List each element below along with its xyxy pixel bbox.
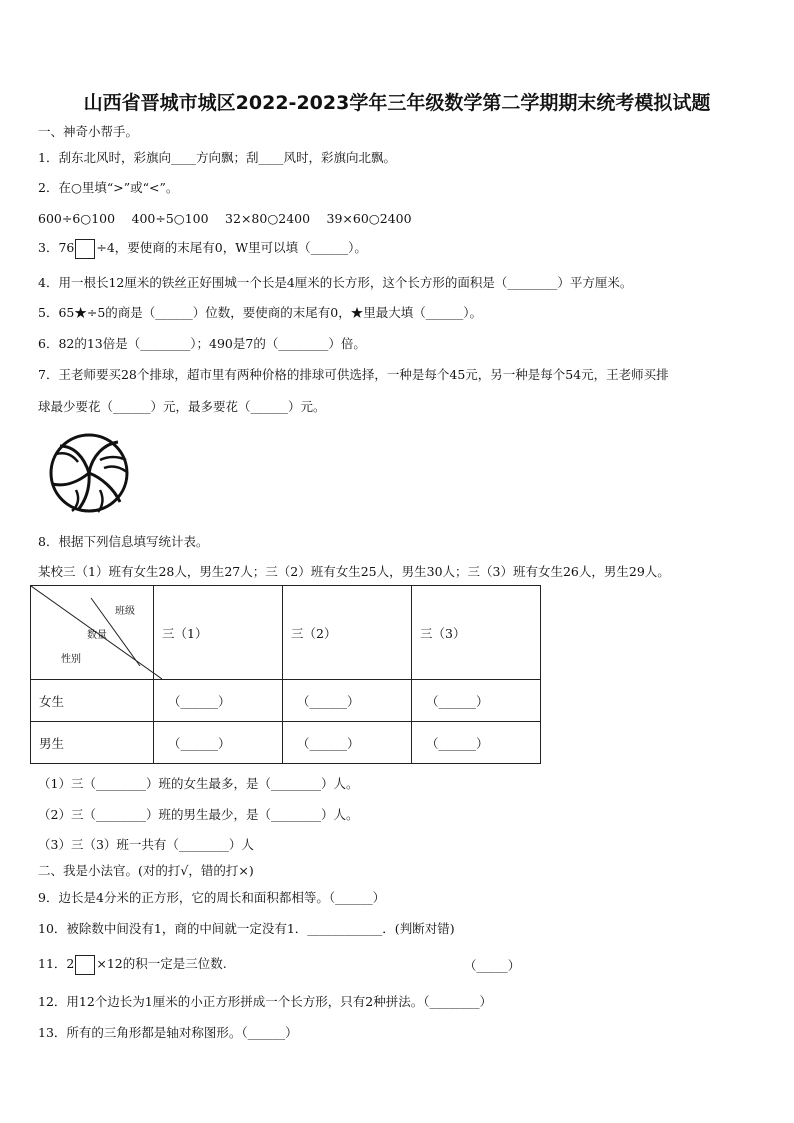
question-4: 4．用一根长12厘米的铁丝正好围城一个长是4厘米的长方形，这个长方形的面积是（________）平方厘米。 [38, 275, 633, 290]
question-3-prefix: 3．76 [38, 240, 75, 255]
answer-cell: （______） [283, 680, 412, 722]
question-7-line-1: 7．王老师要买28个排球，超市里有两种价格的排球可供选择，一种是每个45元，另一种是每个54元，王老师买排 [38, 367, 669, 382]
question-11-prefix: 11．2 [38, 956, 75, 971]
question-2: 2．在○里填“>”或“<”。 [38, 180, 179, 195]
question-3-suffix: ÷4，要使商的末尾有0，W里可以填（______）。 [96, 240, 367, 255]
question-13: 13．所有的三角形都是轴对称图形。（______） [38, 1025, 298, 1040]
page-title: 山西省晋城市城区2022-2023学年三年级数学第二学期期末统考模拟试题 [83, 92, 711, 114]
question-2-items: 600÷6○100 400÷5○100 32×80○2400 39×60○2400 [38, 211, 412, 226]
answer-cell: （______） [412, 722, 541, 764]
section-1-heading: 一、神奇小帮手。 [38, 124, 139, 139]
count-label: 数量 [87, 630, 107, 641]
answer-cell: （______） [283, 722, 412, 764]
row-label: 男生 [31, 722, 154, 764]
question-11 [38, 954, 227, 975]
diagonal-header-cell [31, 586, 154, 680]
column-header: 三（1） [154, 586, 283, 680]
row-label: 女生 [31, 680, 154, 722]
question-9: 9．边长是4分米的正方形，它的周长和面积都相等。（______） [38, 890, 386, 905]
table-row [31, 722, 541, 764]
blank-box [75, 955, 95, 975]
gender-label: 性别 [61, 654, 81, 665]
question-7-line-2: 球最少要花（______）元，最多要花（______）元。 [38, 399, 326, 414]
question-11-text: ×12的积一定是三位数. [96, 956, 227, 971]
question-1: 1．刮东北风时，彩旗向____方向飘；刮____风时，彩旗向北飘。 [38, 150, 396, 165]
answer-cell: （______） [412, 680, 541, 722]
question-6: 6．82的13倍是（________）；490是7的（________）倍。 [38, 336, 366, 351]
question-10: 10．被除数中间没有1，商的中间就一定没有1．____________．(判断对错) [38, 921, 455, 936]
question-12: 12．用12个边长为1厘米的小正方形拼成一个长方形，只有2种拼法。（________） [38, 994, 492, 1009]
answer-cell: （______） [154, 722, 283, 764]
question-5: 5．65★÷5的商是（______）位数，要使商的末尾有0，★里最大填（______）。 [38, 305, 482, 320]
question-3 [38, 238, 367, 259]
class-label: 班级 [115, 606, 135, 617]
question-8-info: 某校三（1）班有女生28人，男生27人；三（2）班有女生25人，男生30人；三（3）班有女生26人，男生29人。 [38, 564, 670, 579]
question-8-part-1: （1）三（________）班的女生最多，是（________）人。 [38, 776, 359, 791]
column-header: 三（3） [412, 586, 541, 680]
blank-box [75, 239, 95, 259]
section-2-heading: 二、我是小法官。(对的打√，错的打×) [38, 863, 254, 878]
question-11-answer: （_____） [464, 958, 521, 973]
statistics-table [30, 585, 541, 764]
answer-cell: （______） [154, 680, 283, 722]
table-row [31, 680, 541, 722]
column-header: 三（2） [283, 586, 412, 680]
question-8: 8．根据下列信息填写统计表。 [38, 534, 209, 549]
question-8-part-3: （3）三（3）班一共有（________）人 [38, 837, 254, 852]
volleyball-icon [48, 432, 130, 518]
question-8-part-2: （2）三（________）班的男生最少，是（________）人。 [38, 807, 359, 822]
